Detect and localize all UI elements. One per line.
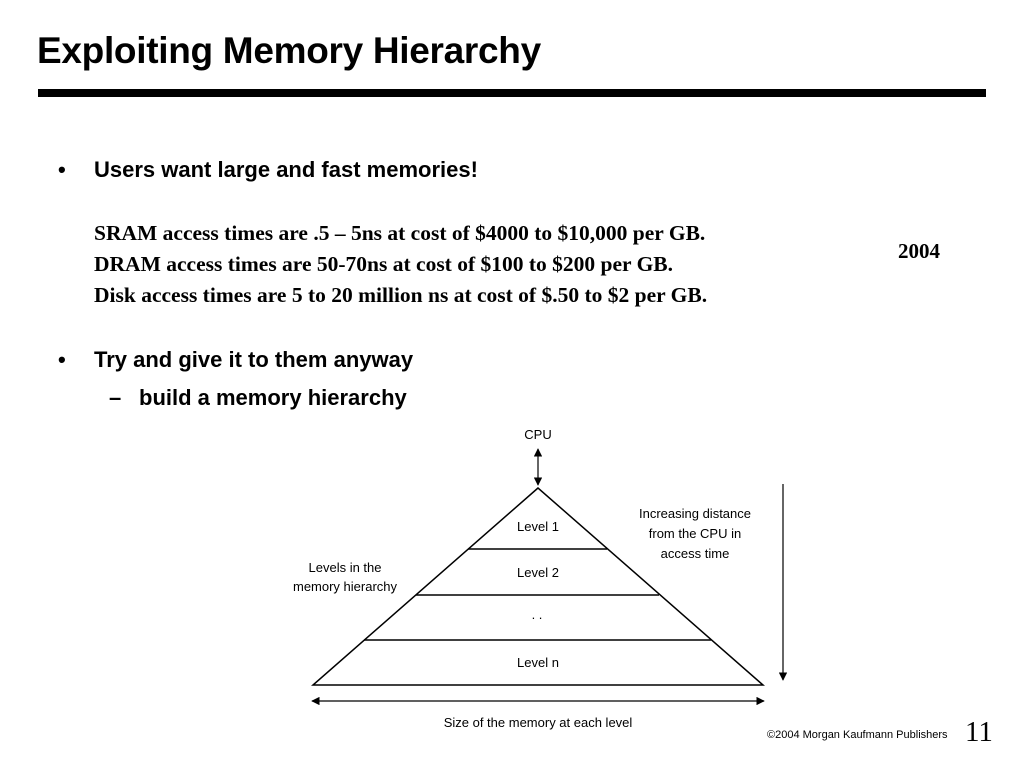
slide-title: Exploiting Memory Hierarchy bbox=[37, 30, 541, 71]
sram-line: SRAM access times are .5 – 5ns at cost of $4000 to $10,000 per GB. bbox=[94, 221, 706, 245]
level-2-label: Level 2 bbox=[517, 565, 559, 580]
level-1-label: Level 1 bbox=[517, 519, 559, 534]
bullet-users-want: Users want large and fast memories! bbox=[94, 157, 478, 182]
bullet-marker: • bbox=[58, 157, 66, 182]
cpu-label: CPU bbox=[524, 427, 552, 442]
bullet-marker: • bbox=[58, 347, 66, 372]
bullet-try-and-give: Try and give it to them anyway bbox=[94, 347, 414, 372]
levels-label-line1: Levels in the bbox=[308, 560, 382, 575]
level-n-label: Level n bbox=[517, 655, 559, 670]
distance-label-line2: from the CPU in bbox=[648, 526, 742, 541]
year-label: 2004 bbox=[898, 239, 940, 263]
levels-label-line2: memory hierarchy bbox=[292, 579, 398, 594]
copyright-notice: ©2004 Morgan Kaufmann Publishers bbox=[767, 729, 948, 741]
dram-line: DRAM access times are 50-70ns at cost of $100 to $200 per GB. bbox=[94, 252, 674, 276]
sub-bullet-marker: – bbox=[109, 385, 122, 410]
distance-label-line3: access time bbox=[660, 546, 730, 561]
size-label: Size of the memory at each level bbox=[443, 715, 633, 730]
distance-label-line1: Increasing distance bbox=[638, 506, 752, 521]
page-number: 11 bbox=[965, 716, 993, 748]
sub-bullet-build-hierarchy: build a memory hierarchy bbox=[139, 385, 407, 410]
disk-line: Disk access times are 5 to 20 million ns at cost of $.50 to $2 per GB. bbox=[94, 283, 708, 307]
level-ellipsis: . . bbox=[531, 607, 543, 622]
